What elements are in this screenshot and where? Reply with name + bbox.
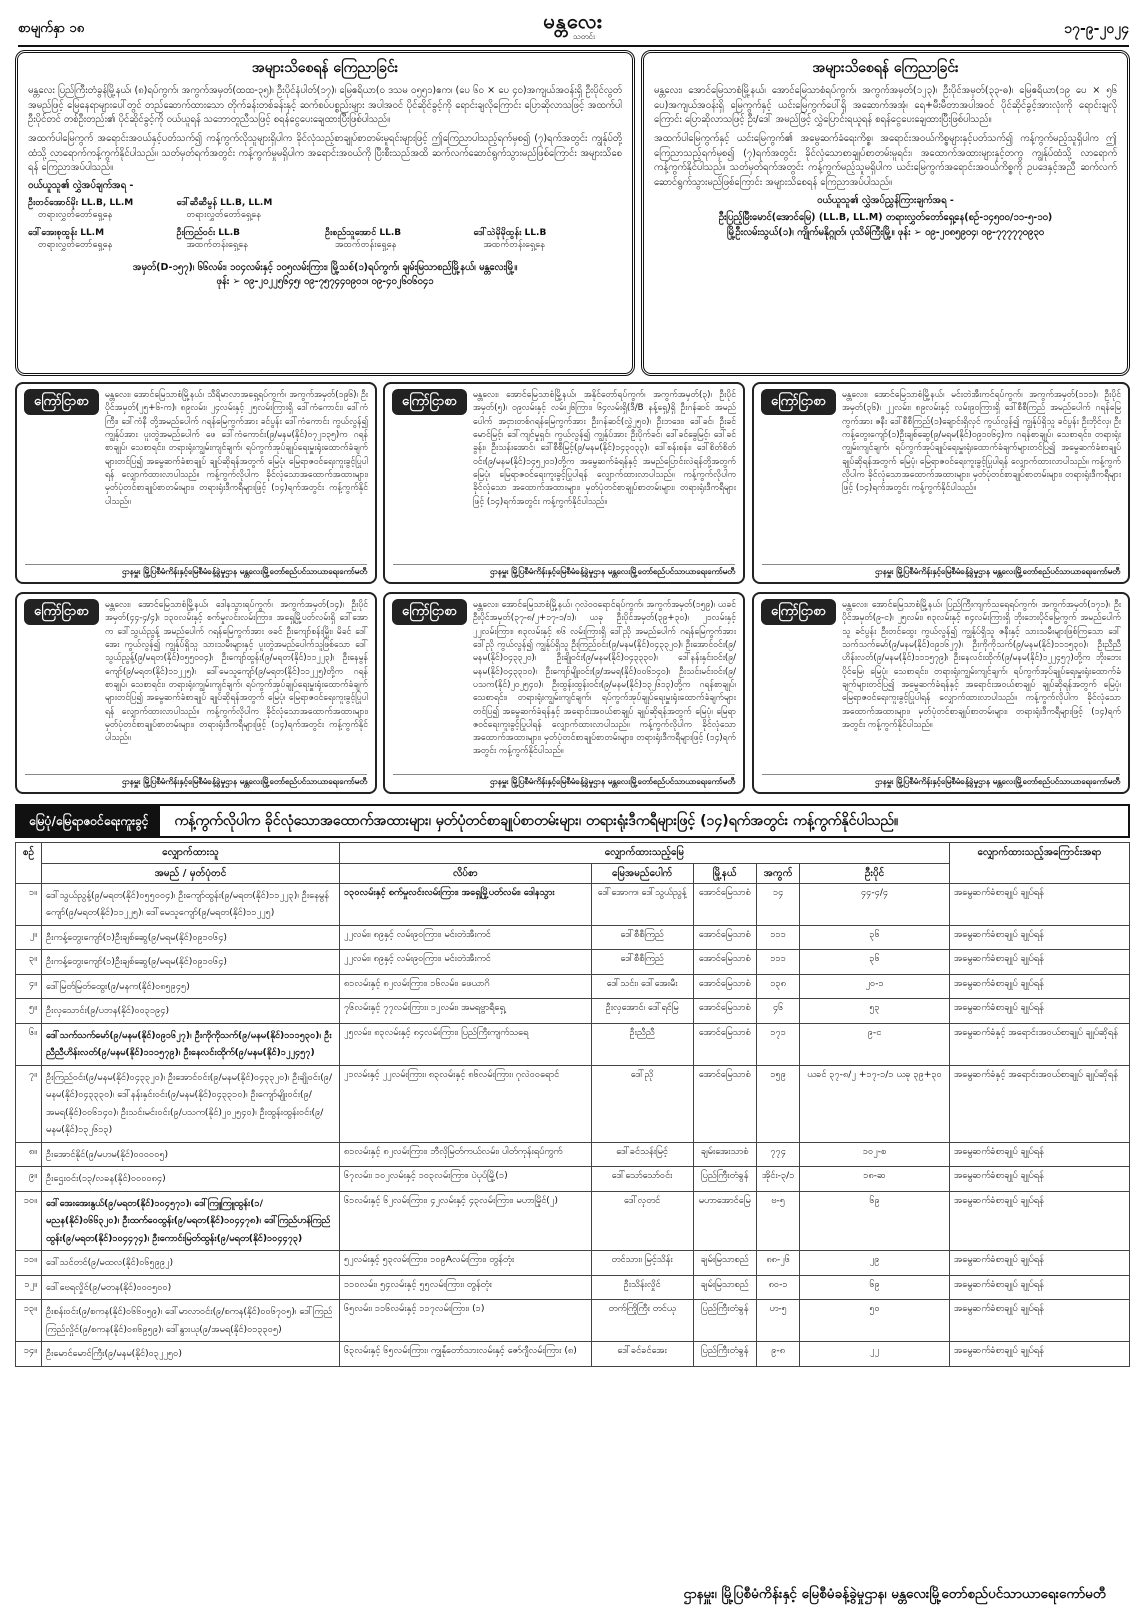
lawyer-role: အထက်တန်းရှေ့နေ	[335, 240, 397, 251]
lawyer-name: ဒေါ်ဆီဆီမွန် LL.B, LL.M	[176, 198, 273, 209]
lawyer-entry	[474, 227, 623, 251]
warning-notice	[15, 592, 377, 794]
warning-header	[24, 599, 368, 745]
lawyer-name: ဒေါ်သဲမိုမိုထွန်း LL.B	[473, 228, 547, 239]
warning-header	[392, 389, 736, 509]
township: အောင်မြေသာစံ	[693, 999, 756, 1023]
lawyer-role: တရားလွှတ်တော်ရှေ့နေ	[38, 240, 113, 251]
warning-notice	[752, 592, 1130, 794]
applicant-name: ဒေါ်ဗေရလှိုင်(၉/မတန(နိုင်)၀၀၀၅၀၀)	[42, 1275, 340, 1299]
township: အောင်မြေသာစံ	[693, 1023, 756, 1065]
applicant-name: ဒေါ်သင်တင်(၉/မထလ(နိုင်)၀၆၅၉၉၂)	[42, 1251, 340, 1275]
col-header-applicant: အမည် / မှတ်ပုံတင်	[42, 863, 340, 884]
plot-number: ယခင် ၃၇-၈/၂ +၁၇-၁/၁ ယခု ၃၉+၃၀	[800, 1065, 950, 1142]
warning-body: မန္တလေး၊ အောင်မြေသာစံမြို့နယ်၊ ဒေါနသွားရပ်ကွက်၊ အကွက်အမှတ်(၁၄)၊ ဦးပိုင်အမှတ်(၄၄-၄/၄)၊ ၁၃၀လမ်းနှင့် စက်မှုလင်းလမ်းကြား၊ အရှေ့မြို့ပတ်လမ်းရှိ ဒေါ်အောက ဒေါ်သွယ်ညွန့် အမည်ပေါက် ဂရန်မြေကွက်အား ဖခင် ဦးကျော်စန်းမြိုး၊ မိခင် ဒေါ်အေး ကွယ်လွန်၍ ကျွန်ုပ်ရှိသူ သားသမီးများနှင့် ပူးတွဲအမည်ပေါက်သူဖြစ်သော ဒေါ်သွယ်ညွန့်(၉/မရတ(နိုင်)၀၅၅၀၀၄)၊ ဦးကျော်ထွန်း(၉/မရတ(နိုင်)၁၁၂၂၃)၊ ဦးနေမွန်ကျော်(၉/မရတ(နိုင်)၁၁၂၂၅)၊ ဒေါ်မေသူကျော်(၉/မရတ(နိုင်)၁၁၂၂၅)တို့က ဂရန်စာချုပ်၊ သေစာရင်း၊ တရားရုံးကျွမ်းကျင်ချက်၊ ရပ်ကွက်အုပ်ချုပ်ရေးမှူးရုံးထောက်ခံချက် များတင်ပြ၍ အမွေဆက်ခံစာချုပ် ချုပ်ဆိုရန်အတွက် မြေပုံ၊ မြေရာဇဝင်ရေးကူးခွင့်ပြုပါရန် လျှောက်ထားလာပါသည်။ ကန့်ကွက်လိုပါက ခိုင်လုံသောအထောက်အထားများ၊ မှတ်ပုံတင်စာချုပ်စာတမ်းများ၊ တရားရုံးဒီကရီများဖြင့် (၁၄)ရက်အတွင်း ကန့်ကွက်နိုင်ပါသည်။	[104, 600, 368, 744]
plot-number: ၅၀	[800, 1300, 950, 1342]
land-address: ၂၅လမ်း၊ ၈၃လမ်းနှင့် ၈၄လမ်းကြား၊ ပြည်ကြီးကျက်သရေ	[340, 1023, 592, 1065]
page-number: စာမျက်နှာ ၁၈	[18, 21, 85, 36]
land-owner: ဒေါ်ညို	[591, 1065, 693, 1142]
masthead	[18, 6, 1129, 46]
lawyer-entry	[325, 227, 474, 251]
warning-notice	[383, 382, 745, 584]
application-reason: အမွေဆက်ခံစာချုပ် ချုပ်ရန်	[949, 1300, 1129, 1342]
block-number: ဟ-၅	[756, 1300, 799, 1342]
table-banner	[15, 804, 1130, 838]
lawyer-entry	[325, 197, 474, 221]
row-number: ၁၁။	[16, 1251, 42, 1275]
warning-footer: ဌာနမှူး မြို့ပြစီမံကိန်းနှင့်မြေစီမံခန့်ခွဲမှုဌာန မန္တလေးမြို့တော်စည်ပင်သာယာရေးကော်မတီ	[25, 774, 367, 788]
lawyer-role: အထက်တန်းရှေ့နေ	[483, 240, 545, 251]
land-owner: ဦးသိန်းလှိုင်	[591, 1275, 693, 1299]
application-reason: အမွေဆက်ခံစာချုပ် ချုပ်ရန်	[949, 950, 1129, 974]
col-header-land-group: လျှောက်ထားသည့်မြေ	[340, 843, 950, 864]
table-row	[16, 950, 1130, 974]
township: အောင်မြေသာစံ	[693, 925, 756, 949]
block-number: ၄၆	[756, 999, 799, 1023]
plot-number: ၂၉	[800, 1251, 950, 1275]
notice-title: အများသိစေရန် ကြေညာခြင်း	[251, 60, 399, 76]
warning-badge: ကြော်ငြာစာ	[761, 389, 836, 415]
notice-paragraph-2: အထက်ပါမြေကွက် အရောင်းအဝယ်နှင့်ပတ်သက်၍ ကန့်ကွက်လိုသူများရှိပါက ခိုင်လုံသည့်စာချုပ်စာတမ်းမူရင်းများဖြင့် ဤကြေညာပါသည့်ရက်မှစ၍ (၇)ရက်အတွင်း ကျွန်ုပ်တို့ထံသို့ လာရောက်ကန့်ကွက်နိုင်ပါသည်။ သတ်မှတ်ရက်အတွင်း ကန့်ကွက်မှုမရှိပါက အရောင်းအဝယ်ကို ပြီးစီးသည်အထိ ဆက်လက်ဆောင်ရွက်သွားမည်ဖြစ်ကြောင်း အများသိစေရန် ကြေညာအပ်ပါသည်။	[28, 133, 622, 174]
warning-notice	[752, 382, 1130, 584]
newspaper-logo	[498, 6, 648, 44]
masthead-divider	[18, 45, 1129, 47]
township: အောင်မြေသာစံ	[693, 1065, 756, 1142]
lawyer-role: တရားလွှတ်တော်ရှေ့နေ	[38, 210, 113, 221]
land-owner: ဒေါ်သင်း၊ ဒေါ်အေးမီး	[591, 974, 693, 998]
application-reason: အမွေဆက်ခံစာချုပ် ချုပ်ရန်	[949, 1275, 1129, 1299]
land-address: ၆၇လမ်း၊ ၁၀၂လမ်းနှင့် ၁၀၃လမ်းကြား၊ ပဲပုပ်မြို့(၁)	[340, 1167, 592, 1191]
block-number: ၁၄	[756, 884, 799, 926]
land-owner: ဒေါ်လှတင်	[591, 1191, 693, 1250]
block-number: ၇၇၄	[756, 1142, 799, 1166]
land-address: ၆၅လမ်း၊ ၁၁၆လမ်းနှင့် ၁၁၇လမ်းကြား၊ (၁)	[340, 1300, 592, 1342]
table-body	[16, 884, 1130, 1367]
plot-number: ၂၂	[800, 1342, 950, 1366]
application-reason: အမွေဆက်ခံစာချုပ် ချုပ်ရန်	[949, 1251, 1129, 1275]
row-number: ၄။	[16, 974, 42, 998]
plot-number: ၃၆	[800, 950, 950, 974]
lawyer-entry	[177, 197, 326, 221]
township: ချမ်းအေးသာစံ	[693, 1142, 756, 1166]
application-reason: အမွေဆက်ခံစာချုပ် ချုပ်ရန်	[949, 1167, 1129, 1191]
table-header-row	[16, 843, 1130, 864]
township: အောင်မြေသာစံ	[693, 974, 756, 998]
application-reason: အမွေဆက်ခံစာချုပ် ချုပ်ရန်	[949, 1142, 1129, 1166]
public-notice-left	[15, 50, 635, 376]
notice-contact-label: ဝယ်ယူသူ၏ လွှဲအပ်ညွှန်ကြားချက်အရ -	[817, 194, 954, 206]
block-number: ၁၅၉	[756, 1065, 799, 1142]
land-address: ၆၁လမ်းနှင့် ၆၂လမ်းကြား၊ ၄၂လမ်းနှင့် ၄၃လမ်းကြား၊ မဟာမြိုင်(၂)	[340, 1191, 592, 1250]
land-address: ၇၆လမ်းနှင့် ၇၇လမ်းကြား၊ ၁၂လမ်း၊ အမရဗ္ဗာရီရှေ့	[340, 999, 592, 1023]
warning-notice	[383, 592, 745, 794]
warning-header	[392, 599, 736, 759]
lawyer-name: ဦးစည်သူအောင် LL.B	[325, 228, 402, 239]
land-address: ၂၂လမ်း၊ ၈၉နှင့် လမ်း၉၀ကြား၊ မင်းတဲအီးကင်	[340, 950, 592, 974]
plot-number: ၆၉	[800, 1191, 950, 1250]
warning-body: မန္တလေး၊ အောင်မြေသာစံမြို့နယ်၊ မင်းတဲအီးကင်ရပ်ကွက်၊ အကွက်အမှတ်(၁၁၁)၊ ဦးပိုင်အမှတ်(၃၆)၊ ၂၂လမ်း၊ ၈၉လမ်းနှင့် လမ်း၉၀ကြားရှိ ဒေါ်စီစီကြည် အမည်ပေါက် ဂရန်မြေကွက်အား ဇနီး ဒေါ်စီစီကြည်(၁)ချောင်းရှိလှင် ကွယ်လွန်၍ ကျွန်ုပ်ရှိသူ ခင်ပွန်း ဦးဘိုင်လှ၊ ဦးကန့်တွေးကျော်(၁)ဦးချစ်ဆွေ(၉/မရမ(နိုင်)၀၉၁၀၆၄)က ဂရန်စာချုပ်၊ သေစာရင်း၊ တရားရုံးကျွမ်းကျင်ချက်၊ ရပ်ကွက်အုပ်ချုပ်ရေးမှူးရုံးထောက်ခံချက်များတင်ပြ၍ အမွေဆက်ခံစာချုပ် ချုပ်ဆိုရန်အတွက် မြေပုံ၊ မြေရာဇဝင်ရေးကူးခွင့်ပြုပါရန် လျှောက်ထားလာပါသည်။ ကန့်ကွက်လိုပါက ခိုင်လုံသောအထောက်အထားများ၊ မှတ်ပုံတင်စာချုပ်စာတမ်းများ၊ တရားရုံးဒီကရီများဖြင့် (၁၄)ရက်အတွင်း ကန့်ကွက်နိုင်ပါသည်။	[841, 390, 1121, 494]
lawyer-list	[28, 197, 622, 258]
lawyer-entry	[474, 197, 623, 221]
plot-number: ၁၈-ဆ	[800, 1167, 950, 1191]
plot-number: ၅၃	[800, 999, 950, 1023]
warning-body: မန္တလေး၊ အောင်မြေသာစံမြို့နယ်၊ ဂုလဲဝဝရောင်ရပ်ကွက်၊ အကွက်အမှတ်(၁၅၉)၊ ယခင် ဦးပိုင်အမှတ်(၃၇-၈/၂+၁၇-၁/၁)၊ ယခု ဦးပိုင်အမှတ်(၃၉+၃၀)၊ ၂၁လမ်းနှင့် ၂၂လမ်းကြား၊ ၈၃လမ်းနှင့် ၈၆ လမ်းကြားရှိ ဒေါ်ညို အမည်ပေါက် ဂရန်မြေကွက်အား ဒေါ်ညို ကွယ်လွန်၍ ကျွန်ုပ်ရှိသူ ဦးကြည်ဝင်း(၉/မနမ(နိုင်)၀၄၃၃၂၀)၊ ဦးအောင်ဝင်း(၉/မနမ(နိုင်)၀၄၃၃၂၀)၊ ဦးချိုဝင်း(၉/မနမ(နိုင်)၀၄၃၃၃၀)၊ ဒေါ်နန်းနှင်းဝင်း(၉/မနမ(နိုင်)၀၄၃၃၁၀)၊ ဦးကျော်မျိုးဝင်း(၉/အမရ(နိုင်)၀၀၆၁၄၀)၊ ဦးသင်းမင်းဝင်း(၉/ပသက(နိုင်)၂၀၂၅၄၀)၊ ဦးထွန်းထွန်းဝင်း(၉/မနမ(နိုင်)၁၃၂၆၁၃)တို့က ဂရန်စာချုပ်၊ သေစာရင်း၊ တရားရုံးကျွမ်းကျင်ချက်၊ ရပ်ကွက်အုပ်ချုပ်ရေးမှူးရုံးထောက်ခံချက်များတင်ပြ၍ အမွေဆက်ခံရန်နှင့် အရောင်းအဝယ်စာချုပ် ချုပ်ဆိုရန်အတွက် မြေပုံ၊ မြေရာဇဝင်ရေးကူးခွင့်ပြုပါရန် လျှောက်ထားလာပါသည်။ ကန့်ကွက်လိုပါက ခိုင်လုံသောအထောက်အထားများ၊ မှတ်ပုံတင်စာချုပ်စာတမ်းများ၊ တရားရုံးဒီကရီများဖြင့် (၁၄)ရက်အတွင်း ကန့်ကွက်နိုင်ပါသည်။	[472, 600, 736, 757]
notice-paragraph-2: အထက်ပါမြေကွက်နှင့် ယင်းမြေကွက်၏ အမွေဆက်ခံရေးကိစ္စ၊ အရောင်းအဝယ်ကိစ္စများနှင့်ပတ်သက်၍ ကန့်ကွက်မည့်သူရှိပါက ဤကြေညာသည့်ရက်မှစ၍ (၇)ရက်အတွင်း ခိုင်လုံသောစာချုပ်စာတမ်းမူရင်း၊ အထောက်အထားများနှင့်တကွ ကျွန်ုပ်ထံသို့ လာရောက်ကန့်ကွက်နိုင်ပါသည်။ သတ်မှတ်ရက်အတွင်း ကန့်ကွက်မည့်သူမရှိပါက ယင်းမြေကွက်အရောင်းအဝယ်ကိစ္စကို ဥပဒေနှင့်အညီ ဆက်လက်ဆောင်ရွက်သွားမည်ဖြစ်ကြောင်း အများသိစေရန် ကြေညာအပ်ပါသည်။	[654, 133, 1117, 189]
warning-header	[24, 389, 368, 509]
plot-number: ၂၀-၁	[800, 974, 950, 998]
land-address: ၂၂လမ်း၊ ၈၉နှင့် လမ်း၉၀ကြား၊ မင်းတဲအီးကင်	[340, 925, 592, 949]
application-reason: အမွေဆက်ခံစာချုပ် ချုပ်ရန်	[949, 974, 1129, 998]
warning-body: မန္တလေး၊ အောင်မြေသာစံမြို့နယ်၊ ပြည်ကြီးကျက်သရေရပ်ကွက်၊ အကွက်အမှတ်(၁၇၁)၊ ဦးပိုင်အမှတ်(၉-င)၊ ၂၅လမ်း၊ ၈၃လမ်းနှင့် ၈၄လမ်းကြားရှိ ဘိုးဘေးပိုင်မြေကွက် အမည်ပေါက်သူ ခင်ပွန်း ဦးတင်ထွေး ကွယ်လွန်၍ ကျွန်ုပ်ရှိသူ ဇနီးနှင့် သားသမီးများဖြစ်ကြသော ဒေါ်သက်သက်မော်(၉/မနမ(နိုင်)၀၉၁၆၂၇)၊ ဦးကိုကိုသက်(၉/မနမ(နိုင်)၁၁၁၅၃၀)၊ ဦးညီညီဟိန်းလတ်(၉/မနမ(နိုင်)၁၁၁၅၇၉)၊ ဦးနေလင်းထိုက်(၉/မနမ(နိုင်)၁၂၂၄၅၇)တို့က ဘိုးဘေးပိုင်မြေ၊ မြေပုံ၊ သေစာရင်း၊ တရားရုံးကျွမ်းကျင်ချက်၊ ရပ်ကွက်အုပ်ချုပ်ရေးမှူးရုံးထောက်ခံချက်များတင်ပြ၍ အမွေဆက်ခံရန်နှင့် အရောင်းအဝယ်စာချုပ် ချုပ်ဆိုရန်အတွက် မြေပုံ၊ မြေရာဇဝင်ရေးကူးခွင့်ပြုပါရန် လျှောက်ထားလာပါသည်။ ကန့်ကွက်လိုပါက ခိုင်လုံသောအထောက်အထားများ၊ မှတ်ပုံတင်စာချုပ်စာတမ်းများ၊ တရားရုံးဒီကရီများဖြင့် (၁၄)ရက်အတွင်း ကန့်ကွက်နိုင်ပါသည်။	[841, 600, 1121, 730]
warning-body: မန္တလေး၊ အောင်မြေသာစံမြို့နယ်၊ အနိုင်တော်ရပ်ကွက်၊ အကွက်အမှတ်(၃)၊ ဦးပိုင်အမှတ်(၅)၊ ၀၉လမ်းနှင့် လမ်း၂၆ကြား၊ ၆၄လမ်းရှိ(ဒီ/B နန့်ရှေ့)ရှိ ဦးဂန်ဆင် အမည်ပေါက် အငှားတစ်ဂရန်မြေကွက်အား ဦးဂန်ဆင်(လွှဲ၂၅၀)၊ ဦးဘဒေး၊ ဒေါ်ခင်၊ ဦးခင်မောင်မြင့်၊ ဒေါ်ကျင်မှုရှင်၊ ကွယ်လွန်၍ ကျွန်ုပ်အား ဦးပိုက်ခင်၊ ဒေါ်ခင်ခွေမြင့်၊ ဒေါ်ခင်ခွန်း၊ ဦးသန်းအောင်၊ ဒေါ်စီစီမြင့်(၉/မနမ(နိုင်)၁၄၃၀၃၃)၊ ဒေါ်စန်းစန်း၊ ဒေါ်စိတ်စိတ်ဝင်း(၉/မနမ(နိုင်)၁၄၅၂၀၁)တို့က အမွေဆက်ခံရန်နှင့် အမည်ပြောင်းလဲရန်တို့အတွက် မြေပုံ၊ မြေရာဇဝင်ရေးကူးခွင့်ပြုပါရန် လျှောက်ထားလာပါသည်။ ကန့်ကွက်လိုပါက ခိုင်လုံသော အထောက်အထားများ၊ မှတ်ပုံတင်စာချုပ်စာတမ်းများ၊ တရားရုံးဒီကရီများဖြင့် (၁၄)ရက်အတွင်း ကန့်ကွက်နိုင်ပါသည်။	[472, 390, 736, 507]
row-number: ၅။	[16, 999, 42, 1023]
warning-header	[761, 389, 1121, 496]
applicant-name: ဒေါ်သက်သက်မော်(၉/မနမ(နိုင်)၀၉၁၆၂၇)၊ ဦးကိုကိုသက်(၉/မနမ(နိုင်)၁၁၁၅၃၀)၊ ဦးညီညီဟိန်းလတ်(၉/မနမ(နိုင်)၁၁၁၅၇၉)၊ ဦးနေလင်းထိုက်(၉/မနမ(နိုင်)၁၂၂၄၅၇)	[42, 1023, 340, 1065]
notice-office-address: မြို့ဦးလမ်းသွယ်(၁)၊ ကျိုက်မနိုဂ္ဂုတ်၊ ပုသိမ်ကြီးမြို့။ ဖုန်း ➢ ၀၉-၂၀၈၅၉၀၄၊ ၀၉-၇၇၇၇၇၀၉၃၀	[726, 226, 1045, 238]
table-row	[16, 999, 1130, 1023]
applicant-name: ဒေါ်အေးအေးနွယ်(၉/မရတ(နိုင်)၁၀၄၅၇၁)၊ ဒေါ်ကြူကြူထွန်း(၁/မညန(နိုင်)၀၆၆၃၂၀)၊ ဦးထက်ဝေထွန်း(၉/မရတ(နိုင်)၁၀၄၄၇၈)၊ ဒေါ်ကြည်ဟန်ကြည်ထွန်း(၉/မရတ(နိုင်)၁၀၄၄၇၄)၊ ဦးကောင်းမြတ်ထွန်း(၉/မရတ(နိုင်)၁၀၄၄၇၃)	[42, 1191, 340, 1250]
applicant-name: ဦးကန့်တွေးကျော်(၁)ဦးချစ်ဆွေ(၉/မရမ(နိုင်)၀၉၁၀၆၄)	[42, 950, 340, 974]
warning-footer: ဌာနမှူး မြို့ပြစီမံကိန်းနှင့်မြေစီမံခန့်ခွဲမှုဌာန မန္တလေးမြို့တော်စည်ပင်သာယာရေးကော်မတီ	[393, 774, 735, 788]
township: မဟာအောင်မြေ	[693, 1191, 756, 1250]
land-address: ၆၃လမ်းနှင့် ၆၅လမ်းကြား၊ ကျွန်ုံတော်သားလမ်းနှင့် ဇော်ဂျီလမ်းကြား (၈)	[340, 1342, 592, 1366]
row-number: ၉။	[16, 1167, 42, 1191]
land-owner: ဦးလှအောင်၊ ဒေါ်ရင်မြ	[591, 999, 693, 1023]
block-number: အိုင်း-၃/၁	[756, 1167, 799, 1191]
table-row	[16, 1191, 1130, 1250]
warning-badge: ကြော်ငြာစာ	[392, 599, 467, 625]
lawyer-name: ဒေါ်အေးစုထွန်း LL.M	[28, 228, 105, 239]
warning-badge: ကြော်ငြာစာ	[24, 599, 99, 625]
notice-title: အများသိစေရန် ကြေညာခြင်း	[812, 60, 959, 76]
table-banner-text: ကန့်ကွက်လိုပါက ခိုင်လုံသောအထောက်အထားများ၊ မှတ်ပုံတင်စာချုပ်စာတမ်းများ၊ တရားရုံးဒီကရီများဖြင့် (၁၄)ရက်အတွင်း ကန့်ကွက်နိုင်ပါသည်။	[174, 812, 899, 829]
township: ပြည်ကြီးတံခွန်	[693, 1342, 756, 1366]
lawyer-entry	[28, 197, 177, 221]
lawyer-role: တရားလွှတ်တော်ရှေ့နေ	[186, 210, 261, 221]
row-number: ၁၀။	[16, 1191, 42, 1250]
notice-paragraph-1: မန္တလေး၊ အောင်မြေသာစံမြို့နယ်၊ အောင်မြေသာစံရပ်ကွက်၊ အကွက်အမှတ်(၁၂၃)၊ ဦးပိုင်အမှတ်(၃၃-ဓ)၊ မြေဧရိယာ(၁၉ ပေ × ၅၆ ပေ)အကျယ်အဝန်းရှိ မြေကွက်နှင့် ယင်းမြေကွက်ပေါ်ရှိ အဆောက်အအုံ၊ ရေ+မီးမီတာအပါအဝင် ပိုင်ဆိုင်ခွင့်အားလုံးကို ရောင်းချလိုကြောင်း ပြောဆိုလာသဖြင့် ဦး/ဒေါ် အမည်ဖြင့် လွှဲပြောင်းရယူရန် စရန်ငွေပေးချေထားပြီးဖြစ်ပါသည်။	[654, 84, 1117, 126]
application-reason: အမွေဆက်ခံနှင့် အရောင်းအဝယ်စာချုပ် ချုပ်ဆိုရန်	[949, 1023, 1129, 1065]
row-number: ၆။	[16, 1023, 42, 1065]
land-owner: ဒေါ်ခင်သန်းမြင့်	[591, 1142, 693, 1166]
application-reason: အမွေဆက်ခံနှင့် အရောင်းအဝယ်စာချုပ် ချုပ်ဆိုရန်	[949, 1065, 1129, 1142]
table-row	[16, 925, 1130, 949]
applicant-name: ဦးအောင်နိုင်(၉/မဟမ(နိုင်)၀၀၀၀၀၅)	[42, 1142, 340, 1166]
warning-body: မန္တလေး၊ အောင်မြေသာစံမြို့နယ်၊ သီရိမာလာအရှေ့ရပ်ကွက်၊ အကွက်အမှတ်(၁၉၆)၊ ဦးပိုင်အမှတ်(၂၅+၆-က)၊ ၈၉လမ်း၊ ၂၄လမ်းနှင့် ၂၅လမ်းကြားရှိ ဒေါ်ကံကောင်း၊ ဒေါ်ကံကြီး၊ ဒေါ်ကံနီ တို့အမည်ပေါက် ဂရန်မြေကွက်အား ခင်ပွန်း ဒေါ်ကံကောင်း ကွယ်လွန်၍ ကျွန်ုပ်အား ပူးတွဲအမည်ပေါက် ဖေ ဒေါ်ကံကောင်း(၉/မနမ(နိုင်)၀၇၂၁၃၅)က ဂရန်စာချုပ်၊ သေစာရင်း၊ တရားရုံးကျွမ်းကျင်ချက်၊ ရပ်ကွက်အုပ်ချုပ်ရေးမှူးရုံးထောက်ခံချက်များတင်ပြ၍ အမွေဆက်ခံစာချုပ် ချုပ်ဆိုရန်အတွက် မြေပုံ၊ မြေရာဇဝင်ရေးကူးခွင့်ပြုပါရန် လျှောက်ထားလာပါသည်။ ကန့်ကွက်လိုပါက ခိုင်လုံသောအထောက်အထားများ၊ မှတ်ပုံတင်စာချုပ်စာတမ်းများ၊ တရားရုံးဒီကရီများဖြင့် (၁၄)ရက်အတွင်း ကန့်ကွက်နိုင်ပါသည်။	[104, 390, 368, 507]
table-row	[16, 1275, 1130, 1299]
application-reason: အမွေဆက်ခံစာချုပ် ချုပ်ရန်	[949, 999, 1129, 1023]
applicant-name: ဦးမောင်မောင်ကြီး(၉/မနမ(နိုင်)၀၃၂၂၅၀)	[42, 1342, 340, 1366]
table-row	[16, 1142, 1130, 1166]
land-address: ၈၁လမ်းနှင့် ၈၂လမ်းကြား၊ ဘီလိုမြတ်ကယ်လမ်း၊ ပါတ်ကုန်းရပ်ကွက်	[340, 1142, 592, 1166]
col-header-township: မြို့နယ်	[693, 863, 756, 884]
row-number: ၂။	[16, 925, 42, 949]
row-number: ၁၄။	[16, 1342, 42, 1366]
notice-contact-label: ဝယ်ယူသူ၏ လွှဲအပ်ချက်အရ -	[28, 180, 134, 192]
plot-number: ၆၉	[800, 1275, 950, 1299]
township: အောင်မြေသာစံ	[693, 884, 756, 926]
land-owner: တက်ကြိုကြီး တင်ယု	[591, 1300, 693, 1342]
row-number: ၁၃။	[16, 1300, 42, 1342]
logo-sub-text: သတင်း	[573, 32, 595, 41]
applicant-name: ဦးစန်းဝင်း(၉/စကန(နိုင်)၀၆၆၀၅၉)၊ ဒေါ်မာလာဝင်း(၉/စကန(နိုင်)၀၀၆၇၀၅)၊ ဒေါ်ကြည်ကြည်လှိုင်(၉/စကန(နိုင်)၀၈၆၉၅၉)၊ ဒေါ်နွားယု(၉/အမရ(နိုင်)၀၁၃၃၀၅)	[42, 1300, 340, 1342]
warning-badge: ကြော်ငြာစာ	[761, 599, 836, 625]
land-owner: ဒေါ်စီစီကြည်	[591, 950, 693, 974]
notice-paragraph-1: မန္တလေး ပြည်ကြီးတံခွန်မြို့နယ်၊ (၈)ရပ်ကွက်၊ အကွက်အမှတ်(ထထ-၃၅)၊ ဦးပိုင်နံပါတ်(၁၇)၊ မြေဧရိယာ(၀ ဒသမ ၀၅၅၁)ဧက၊ (ပေ ၆၀ × ပေ ၄၀)အကျယ်အဝန်းရှိ ဦးပိုင်လွတ် အမည်ဖြင့် မြေနေရာများပေါ်တွင် တည်ဆောက်ထားသော တိုက်ခန်းတစ်ခန်းနှင့် ဆက်စပ်ပစ္စည်းများ အပါအဝင် ပိုင်ဆိုင်ခွင့်ကို ရောင်းချလိုကြောင်း ပြောဆိုလာသဖြင့် အထက်ပါ ဦးပိုင်တင် တစ်ဦးတည်း၏ ပိုင်ဆိုင်ခွင့်ကို ဝယ်ယူရန် သဘောတူညီသဖြင့် စရန်ငွေပေးချေထားပြီးဖြစ်ပါသည်။	[28, 84, 622, 126]
applicant-name: ဒေါ်မြတ်မြတ်ထွေး(၉/မနက(နိုင်)၀၈၅၉၄၅)	[42, 974, 340, 998]
land-address: ၂၁လမ်းနှင့် ၂၂လမ်းကြား၊ ၈၃လမ်းနှင့် ၈၆လမ်းကြား၊ ဂုလဲဝဝရောင်	[340, 1065, 592, 1142]
table-row	[16, 974, 1130, 998]
col-header-sn: စဉ်	[16, 843, 42, 884]
block-number: ၈၀-၁	[756, 1275, 799, 1299]
col-header-applicant-group: လျှောက်ထားသူ	[42, 843, 340, 864]
block-number: ဗ-၅	[756, 1191, 799, 1250]
warning-badge: ကြော်ငြာစာ	[392, 389, 467, 415]
block-number: ၁၃၈	[756, 974, 799, 998]
warning-footer: ဌာနမှူး မြို့ပြစီမံကိန်းနှင့်မြေစီမံခန့်ခွဲမှုဌာန မန္တလေးမြို့တော်စည်ပင်သာယာရေးကော်မတီ	[762, 774, 1120, 788]
col-header-block: အကွက်	[756, 863, 799, 884]
block-number: ၁၁၁	[756, 950, 799, 974]
table-row	[16, 1342, 1130, 1366]
warning-footer: ဌာနမှူး မြို့ပြစီမံကိန်းနှင့်မြေစီမံခန့်ခွဲမှုဌာန မန္တလေးမြို့တော်စည်ပင်သာယာရေးကော်မတီ	[25, 564, 367, 578]
warning-notice	[15, 382, 377, 584]
land-address: ၁၃၀လမ်းနှင့် စက်မှုလင်းလမ်းကြား၊ အရှေ့မြို့ပတ်လမ်း၊ ဒေါနသွား	[340, 884, 592, 926]
notice-office-address: အမှတ်(D-၁၅၇)၊ ၆၆လမ်း၊ ၁၀၄လမ်းနှင့် ၁၀၅လမ်းကြား၊ မြို့သစ်(၁)ရပ်ကွက်၊ ချမ်းမြသာစည်မြို့နယ်၊ မန္တလေးမြို့။	[132, 261, 518, 273]
row-number: ၈။	[16, 1142, 42, 1166]
land-owner: တင်သား၊ မြင့်သိန်း	[591, 1251, 693, 1275]
table-row	[16, 1023, 1130, 1065]
land-owner: ဒေါ်အောက၊ ဒေါ်သွယ်ညွန့်	[591, 884, 693, 926]
table-row	[16, 884, 1130, 926]
plot-number: ၃၆	[800, 925, 950, 949]
applicant-name: ဦးကန့်တွေးကျော်(၁)ဦးချစ်ဆွေ(၉/မရမ(နိုင်)၀၉၁၀၆၄)	[42, 925, 340, 949]
row-number: ၁။	[16, 884, 42, 926]
block-number: ၁၁၁	[756, 925, 799, 949]
application-reason: အမွေဆက်ခံစာချုပ် ချုပ်ရန်	[949, 1191, 1129, 1250]
land-owner: ဒေါ်ခင်ခင်အေး	[591, 1342, 693, 1366]
block-number: ၉-၈	[756, 1342, 799, 1366]
row-number: ၃။	[16, 950, 42, 974]
col-header-address: လိပ်စာ	[340, 863, 592, 884]
table-row	[16, 1065, 1130, 1142]
notice-phone: ဖုန်း ➢ ၀၉-၂၀၂၂၅၆၄၅၊ ၀၉-၇၅၇၄၄၀၉၀၁၊ ၀၉-၄၀၂၆၀၆၀၄၁	[216, 276, 434, 288]
logo-main-text: မန္တလေး	[543, 9, 603, 33]
notice-lawyer: ဦးပြည့်မြီးမောင်(အောင်မြေ) (LL.B, LL.M) တရားလွှတ်တော်ရှေ့နေ(စဉ်-၁၄၅၀၀/၁၁-၅-၁၀)	[718, 211, 1053, 223]
township: ချမ်းမြသာစည်	[693, 1275, 756, 1299]
plot-number: ၄၄-၄/၄	[800, 884, 950, 926]
warning-badge: ကြော်ငြာစာ	[24, 389, 99, 415]
table-row	[16, 1167, 1130, 1191]
township: ပြည်ကြီးတံခွန်	[693, 1300, 756, 1342]
col-header-reason: လျှောက်ထားသည့်အကြောင်းအရာ	[949, 843, 1129, 884]
plot-number: ၉-င	[800, 1023, 950, 1065]
applicant-name: ဦးလှသောင်း(၉/ပဘန(နိုင်)၀၀၃၁၉၄)	[42, 999, 340, 1023]
land-address: ၅၂လမ်းနှင့် ၅၃လမ်းကြား၊ ၁၀၉Aလမ်းကြား၊ တွန်တုံး	[340, 1251, 592, 1275]
land-address: ၈၁လမ်းနှင့် ၈၂လမ်းကြား၊ ၁၆လမ်း၊ ဖေယာဂိ	[340, 974, 592, 998]
warning-header	[761, 599, 1121, 732]
land-address: ၁၁၀လမ်း၊ ၅၄လမ်းနှင့် ၅၅လမ်းကြား၊ တွန်တုံး	[340, 1275, 592, 1299]
applicant-name: ဒေါ်သွယ်ညွန့်(၉/မရတ(နိုင်)၀၅၅၀၀၄)၊ ဦးကျော်ထွန်း(၉/မရတ(နိုင်)၁၁၂၂၃)၊ ဦးနေမွန်ကျော်(၉/မရတ(နိုင်)၁၁၂၂၅)၊ ဒေါ်မေသူကျော်(၉/မရတ(နိုင်)၁၁၂၂၅)	[42, 884, 340, 926]
warning-footer: ဌာနမှူး မြို့ပြစီမံကိန်းနှင့်မြေစီမံခန့်ခွဲမှုဌာန မန္တလေးမြို့တော်စည်ပင်သာယာရေးကော်မတီ	[762, 564, 1120, 578]
row-number: ၁၂။	[16, 1275, 42, 1299]
block-number: ၈၈-၂၆	[756, 1251, 799, 1275]
applicant-name: ဦးကြည်ဝင်း(၉/မနမ(နိုင်)၀၄၃၃၂၀)၊ ဦးအောင်ဝင်း(၉/မနမ(နိုင်)၀၄၃၃၂၀)၊ ဦးချိုဝင်း(၉/မနမ(နိုင်)၀၄၃၃၃၀)၊ ဒေါ်နန်းနှင်းဝင်း(၉/မနမ(နိုင်)၀၄၃၃၁၀)၊ ဦးကျော်မျိုးဝင်း(၉/အမရ(နိုင်)၀၀၆၁၄၀)၊ ဦးသင်းမင်းဝင်း(၉/ပသက(နိုင်)၂၀၂၅၄၀)၊ ဦးထွန်းထွန်းဝင်း(၉/မနမ(နိုင်)၁၃၂၆၁၃)	[42, 1065, 340, 1142]
table-footer: ဌာနမှူး၊ မြို့ပြစီမံကိန်းနှင့် မြေစီမံခန့်ခွဲမှုဌာန၊ မန္တလေးမြို့တော်စည်ပင်သာယာရေးကော်မတီ	[683, 1586, 1106, 1602]
application-reason: အမွေဆက်ခံစာချုပ် ချုပ်ရန်	[949, 925, 1129, 949]
applicant-name: ဦးဌေးဝင်း(၁၃/လခန(နိုင်)၀၀၀၀၈၄)	[42, 1167, 340, 1191]
township: အောင်မြေသာစံ	[693, 950, 756, 974]
public-notice-right	[641, 50, 1130, 376]
land-owner: ဦးညီညီ	[591, 1023, 693, 1065]
table-row	[16, 1251, 1130, 1275]
issue-date: ၁၇-၉-၂၀၂၄	[1064, 21, 1129, 37]
application-reason: အမွေဆက်ခံစာချုပ် ချုပ်ရန်	[949, 1342, 1129, 1366]
land-owner: ဒေါ်စီစီကြည်	[591, 925, 693, 949]
lawyer-role: အထက်တန်းရှေ့နေ	[186, 240, 248, 251]
row-number: ၇။	[16, 1065, 42, 1142]
lawyer-entry	[28, 227, 177, 251]
table-row	[16, 1300, 1130, 1342]
plot-number: ၁၀၂-စ	[800, 1142, 950, 1166]
township: ပြည်ကြီးတံခွန်	[693, 1167, 756, 1191]
township: ချမ်းမြသာစည်	[693, 1251, 756, 1275]
lawyer-name: ဦးတင်အောင်မိုး LL.B, LL.M	[28, 198, 134, 209]
table-banner-tag: မြေပုံ/မြေရာဇဝင်ရေးကူးခွင့်	[17, 806, 160, 836]
land-application-table	[15, 842, 1130, 1367]
lawyer-name: ဦးကြည်ဝင်း LL.B	[176, 228, 241, 239]
lawyer-entry	[177, 227, 326, 251]
warning-footer: ဌာနမှူး မြို့ပြစီမံကိန်းနှင့်မြေစီမံခန့်ခွဲမှုဌာန မန္တလေးမြို့တော်စည်ပင်သာယာရေးကော်မတီ	[393, 564, 735, 578]
land-owner: ဒေါ်သော်သော်ဝင်း	[591, 1167, 693, 1191]
col-header-land-owner: မြေအမည်ပေါက်	[591, 863, 693, 884]
block-number: ၁၇၁	[756, 1023, 799, 1065]
col-header-plot: ဦးပိုင်	[800, 863, 950, 884]
application-reason: အမွေဆက်ခံစာချုပ် ချုပ်ရန်	[949, 884, 1129, 926]
